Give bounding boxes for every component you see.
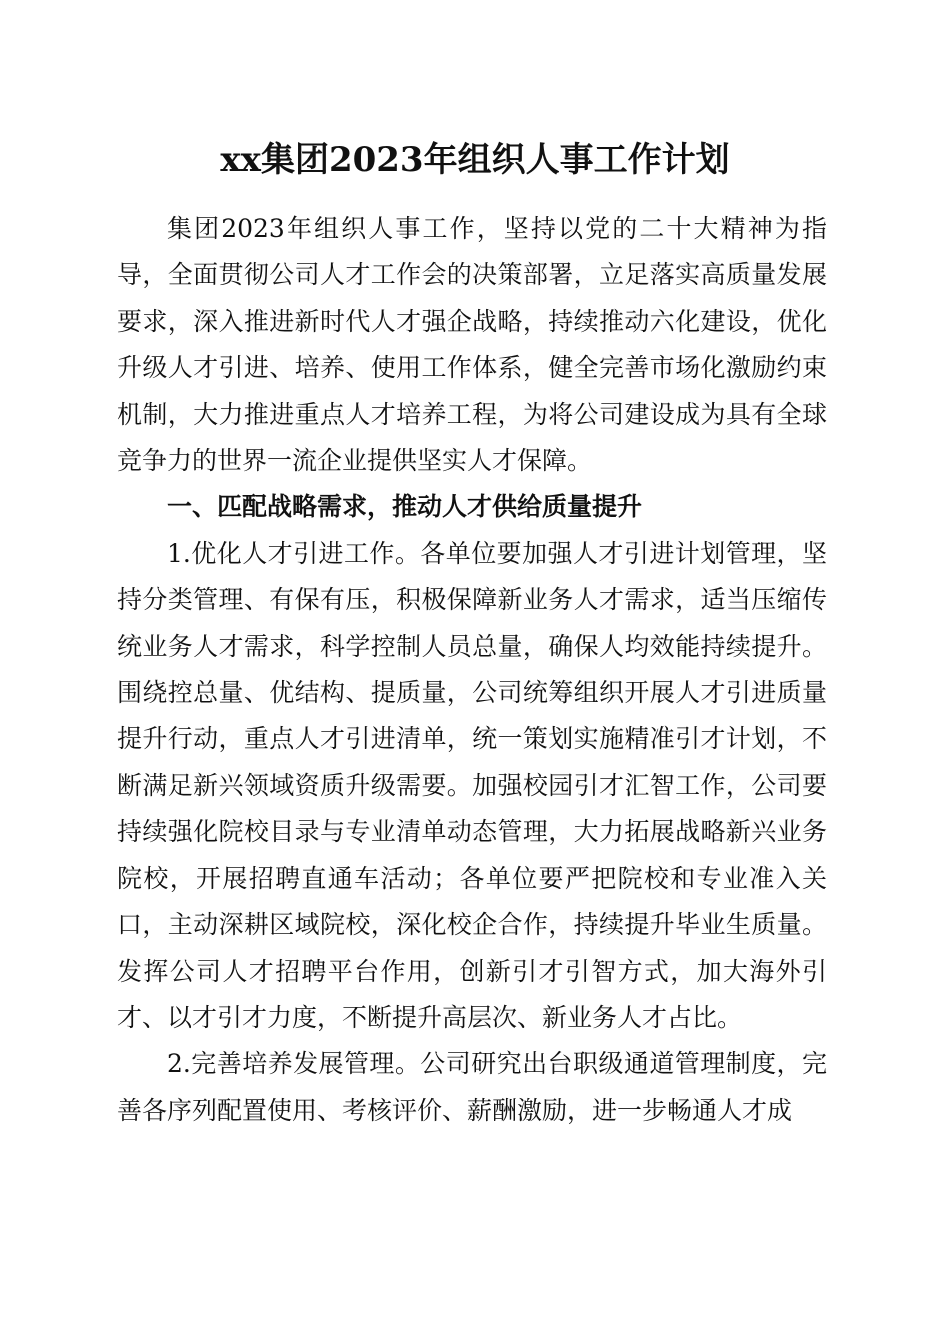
intro-paragraph: 集团2023年组织人事工作，坚持以党的二十大精神为指导，全面贯彻公司人才工作会的决策部署，立足落实高质量发展要求，深入推进新时代人才强企战略，持续推动六化建设，优化升级人才引进、培养、使用工作体系，健全完善市场化激励约束机制，大力推进重点人才培养工程，为将公司建设成为具有全球竞争力的世界一流企业提供坚实人才保障。 bbox=[117, 214, 827, 476]
section-heading: 一、匹配战略需求，推动人才供给质量提升 bbox=[167, 492, 643, 522]
document-body bbox=[117, 206, 827, 1134]
item-paragraph-2: 2.完善培养发展管理。公司研究出台职级通道管理制度，完善各序列配置使用、考核评价、薪酬激励，进一步畅通人才成 bbox=[117, 1049, 827, 1125]
item-paragraph-1: 1.优化人才引进工作。各单位要加强人才引进计划管理，坚持分类管理、有保有压，积极保障新业务人才需求，适当压缩传统业务人才需求，科学控制人员总量，确保人均效能持续提升。围绕控总量、优结构、提质量，公司统筹组织开展人才引进质量提升行动，重点人才引进清单，统一策划实施精准引才计划，不断满足新兴领域资质升级需要。加强校园引才汇智工作，公司要持续强化院校目录与专业清单动态管理，大力拓展战略新兴业务院校，开展招聘直通车活动；各单位要严把院校和专业准入关口，主动深耕区域院校，深化校企合作，持续提升毕业生质量。发挥公司人才招聘平台作用，创新引才引智方式，加大海外引才、以才引才力度，不断提升高层次、新业务人才占比。 bbox=[117, 538, 827, 1032]
document-title: xx集团2023年组织人事工作计划 bbox=[220, 140, 730, 180]
